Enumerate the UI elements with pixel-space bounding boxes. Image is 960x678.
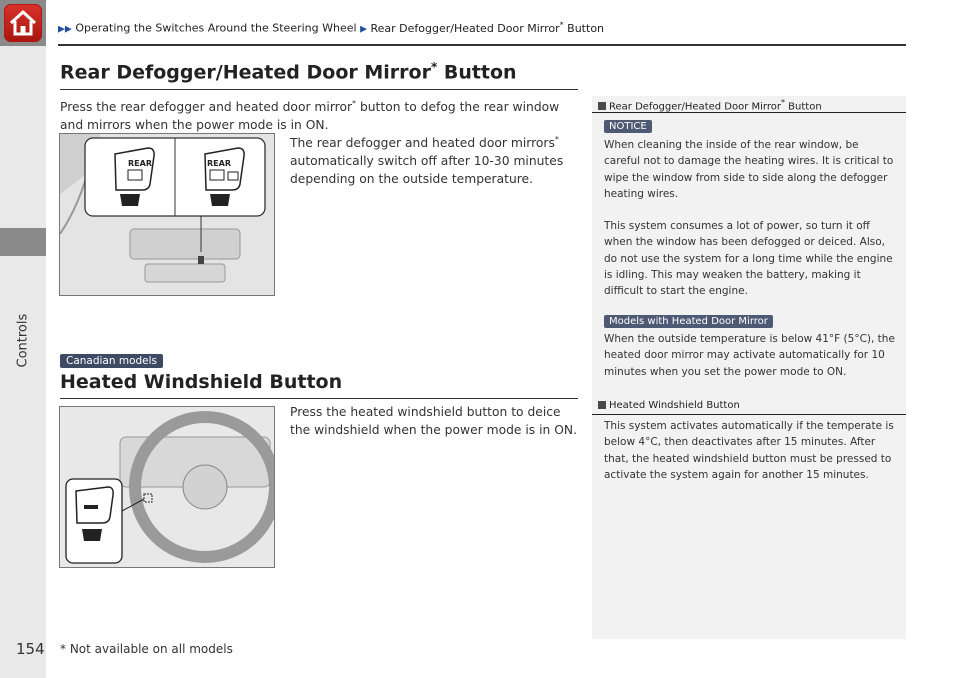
note-text-power: This system consumes a lot of power, so turn it off when the window has been defogged or deiced. Also, do not use the system for a long time while the engine is idling. This may weaken the battery, making it difficult to start the engine.: [604, 220, 893, 298]
footnote-marker: *: [554, 135, 559, 144]
note-text-models: When the outside temperature is below 41°F (5°C), the heated door mirror may activate automatically for 10 minutes when you set the power mode to ON.: [604, 333, 895, 378]
section-title-defogger: Rear Defogger/Heated Door Mirror* Button: [60, 60, 517, 84]
models-badge: Models with Heated Door Mirror: [604, 315, 773, 328]
section-title-windshield: Heated Windshield Button: [60, 371, 343, 393]
rear-label: REAR: [128, 159, 152, 168]
breadcrumb: [58, 20, 604, 35]
home-button[interactable]: [4, 4, 42, 42]
note-heading-defogger: Rear Defogger/Heated Door Mirror* Button: [598, 98, 822, 112]
footnote-marker: *: [780, 98, 785, 107]
page-number: 154: [16, 640, 45, 658]
header-rule: [58, 44, 906, 46]
arrow-icon: ▶▶: [58, 24, 72, 35]
defogger-button-illustration: [59, 133, 275, 296]
body-text-windshield: Press the heated windshield button to deice the windshield when the power mode is in ON.: [290, 405, 578, 437]
side-strip-marker: [0, 228, 46, 256]
home-icon: [4, 4, 42, 42]
footnote-marker: *: [352, 99, 357, 108]
note-rule: [592, 112, 906, 113]
note-heading-windshield: Heated Windshield Button: [598, 400, 740, 411]
body-text-defogger-auto-off: The rear defogger and heated door mirrors* automatically switch off after 10-30 minutes depending on the outside temperature.: [290, 135, 564, 187]
note-icon: [598, 401, 606, 409]
note-rule: [592, 414, 906, 415]
title-rule: [60, 398, 578, 399]
heated-windshield-button-illustration: [59, 406, 275, 568]
model-tag: Canadian models: [60, 354, 163, 368]
footnote-marker: *: [559, 20, 564, 29]
breadcrumb-link-defogger[interactable]: Rear Defogger/Heated Door Mirror* Button: [370, 20, 605, 35]
title-rule: [60, 89, 578, 90]
section-side-tab[interactable]: Controls: [15, 313, 31, 368]
body-text-defogger-intro: Press the rear defogger and heated door mirror* button to defog the rear window and mirrors when the power mode is in ON.: [60, 99, 560, 133]
rear-label: REAR: [207, 159, 231, 168]
note-text-windshield: This system activates automatically if the temperate is below 4°C, then deactivates after 15 minutes. After that, the heated windshield button must be pressed to activate the system again for another 15 minutes.: [604, 420, 894, 481]
side-strip: [0, 46, 46, 228]
note-text-notice: When cleaning the inside of the rear window, be careful not to damage the heating wires. It is critical to wipe the window from side to side along the defogger heating wires.: [604, 139, 894, 200]
notice-badge: NOTICE: [604, 120, 652, 133]
breadcrumb-link-switches[interactable]: Operating the Switches Around the Steering Wheel: [75, 21, 357, 35]
arrow-icon: ▶: [360, 24, 367, 35]
footnote: * Not available on all models: [60, 642, 233, 656]
note-icon: [598, 102, 606, 110]
footnote-marker: *: [430, 60, 438, 74]
